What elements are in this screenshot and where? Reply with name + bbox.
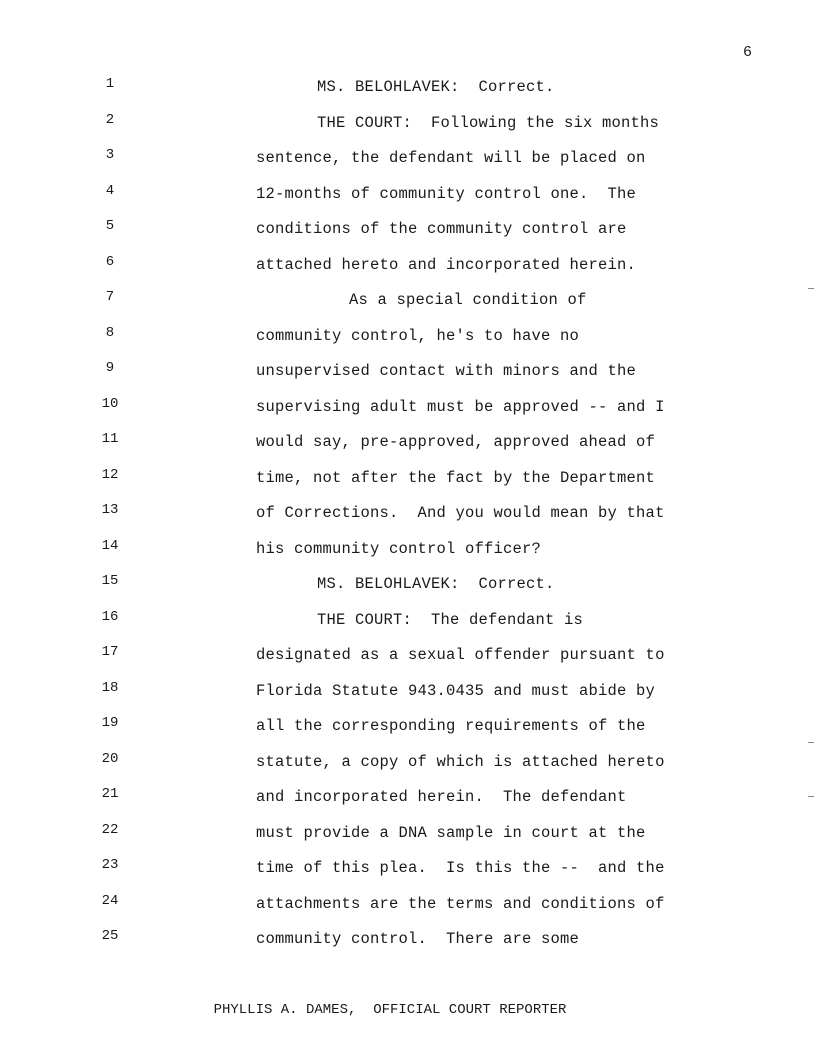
transcript-line bbox=[0, 325, 816, 347]
line-text: MS. BELOHLAVEK: Correct. bbox=[317, 575, 555, 593]
transcript-line bbox=[0, 751, 816, 773]
line-number: 24 bbox=[101, 892, 119, 909]
line-number: 12 bbox=[101, 466, 119, 483]
line-text: conditions of the community control are bbox=[256, 220, 627, 238]
line-text: must provide a DNA sample in court at the bbox=[256, 823, 646, 842]
transcript-line bbox=[0, 715, 816, 737]
line-number: 15 bbox=[101, 573, 119, 589]
line-number: 19 bbox=[101, 715, 119, 731]
page-number: 6 bbox=[742, 44, 752, 61]
transcript-line bbox=[0, 467, 816, 489]
scan-edge-mark bbox=[808, 288, 814, 289]
transcript-line bbox=[0, 644, 816, 666]
line-text: 12-months of community control one. The bbox=[256, 184, 637, 203]
line-number: 11 bbox=[101, 431, 119, 447]
court-reporter-footer: PHYLLIS A. DAMES, OFFICIAL COURT REPORTER bbox=[213, 1002, 567, 1018]
transcript-line bbox=[0, 360, 816, 382]
transcript-line bbox=[0, 183, 816, 205]
line-text: all the corresponding requirements of the bbox=[256, 717, 646, 735]
line-text: time of this plea. Is this the -- and the bbox=[256, 859, 665, 877]
line-number: 10 bbox=[101, 395, 119, 412]
line-text: THE COURT: The defendant is bbox=[317, 610, 584, 629]
line-number: 14 bbox=[101, 537, 119, 554]
transcript-line bbox=[0, 431, 816, 453]
transcript-line bbox=[0, 502, 816, 524]
transcript-line bbox=[0, 609, 816, 631]
line-number: 22 bbox=[101, 821, 119, 838]
line-text: MS. BELOHLAVEK: Correct. bbox=[317, 78, 555, 96]
transcript-line bbox=[0, 76, 816, 98]
line-number: 4 bbox=[105, 182, 115, 199]
transcript-line bbox=[0, 396, 816, 418]
line-text: community control. There are some bbox=[256, 930, 580, 948]
transcript-line bbox=[0, 573, 816, 595]
transcript-line bbox=[0, 147, 816, 169]
transcript-line bbox=[0, 857, 816, 879]
transcript-line bbox=[0, 928, 816, 950]
line-text: supervising adult must be approved -- and I bbox=[256, 397, 665, 416]
line-number: 7 bbox=[105, 289, 115, 305]
transcript-line bbox=[0, 112, 816, 134]
line-number: 8 bbox=[105, 324, 115, 341]
line-text: time, not after the fact by the Department bbox=[256, 468, 656, 487]
line-text: of Corrections. And you would mean by that bbox=[256, 504, 665, 522]
transcript-line bbox=[0, 680, 816, 702]
line-number: 2 bbox=[105, 111, 115, 128]
transcript-line bbox=[0, 822, 816, 844]
transcript-line bbox=[0, 538, 816, 560]
line-number: 17 bbox=[101, 644, 119, 660]
line-number: 20 bbox=[101, 750, 119, 767]
transcript-line bbox=[0, 893, 816, 915]
line-number: 25 bbox=[101, 928, 119, 944]
line-number: 6 bbox=[105, 253, 115, 270]
transcript-line bbox=[0, 289, 816, 311]
transcript-line bbox=[0, 786, 816, 808]
scan-edge-mark bbox=[808, 796, 814, 797]
line-number: 1 bbox=[105, 76, 115, 92]
line-number: 5 bbox=[105, 218, 115, 234]
line-number: 3 bbox=[105, 147, 115, 163]
line-number: 9 bbox=[105, 360, 115, 376]
line-number: 23 bbox=[101, 857, 119, 873]
line-text: unsupervised contact with minors and the bbox=[256, 362, 637, 380]
line-number: 21 bbox=[101, 786, 119, 802]
line-text: sentence, the defendant will be placed on bbox=[256, 149, 646, 167]
line-text: attachments are the terms and conditions of bbox=[256, 894, 665, 913]
line-number: 18 bbox=[101, 679, 119, 696]
line-number: 13 bbox=[101, 502, 119, 518]
line-text: THE COURT: Following the six months bbox=[317, 113, 660, 132]
line-text: attached hereto and incorporated herein. bbox=[256, 255, 637, 274]
line-text: As a special condition of bbox=[349, 291, 587, 309]
transcript-line bbox=[0, 218, 816, 240]
line-text: and incorporated herein. The defendant bbox=[256, 788, 627, 806]
line-text: Florida Statute 943.0435 and must abide by bbox=[256, 681, 656, 700]
scan-edge-mark bbox=[808, 742, 814, 743]
line-text: statute, a copy of which is attached hereto bbox=[256, 752, 665, 771]
line-text: designated as a sexual offender pursuant to bbox=[256, 646, 665, 664]
line-number: 16 bbox=[101, 608, 119, 625]
line-text: his community control officer? bbox=[256, 539, 542, 558]
transcript-line bbox=[0, 254, 816, 276]
line-text: community control, he's to have no bbox=[256, 326, 580, 345]
line-text: would say, pre-approved, approved ahead of bbox=[256, 433, 656, 451]
